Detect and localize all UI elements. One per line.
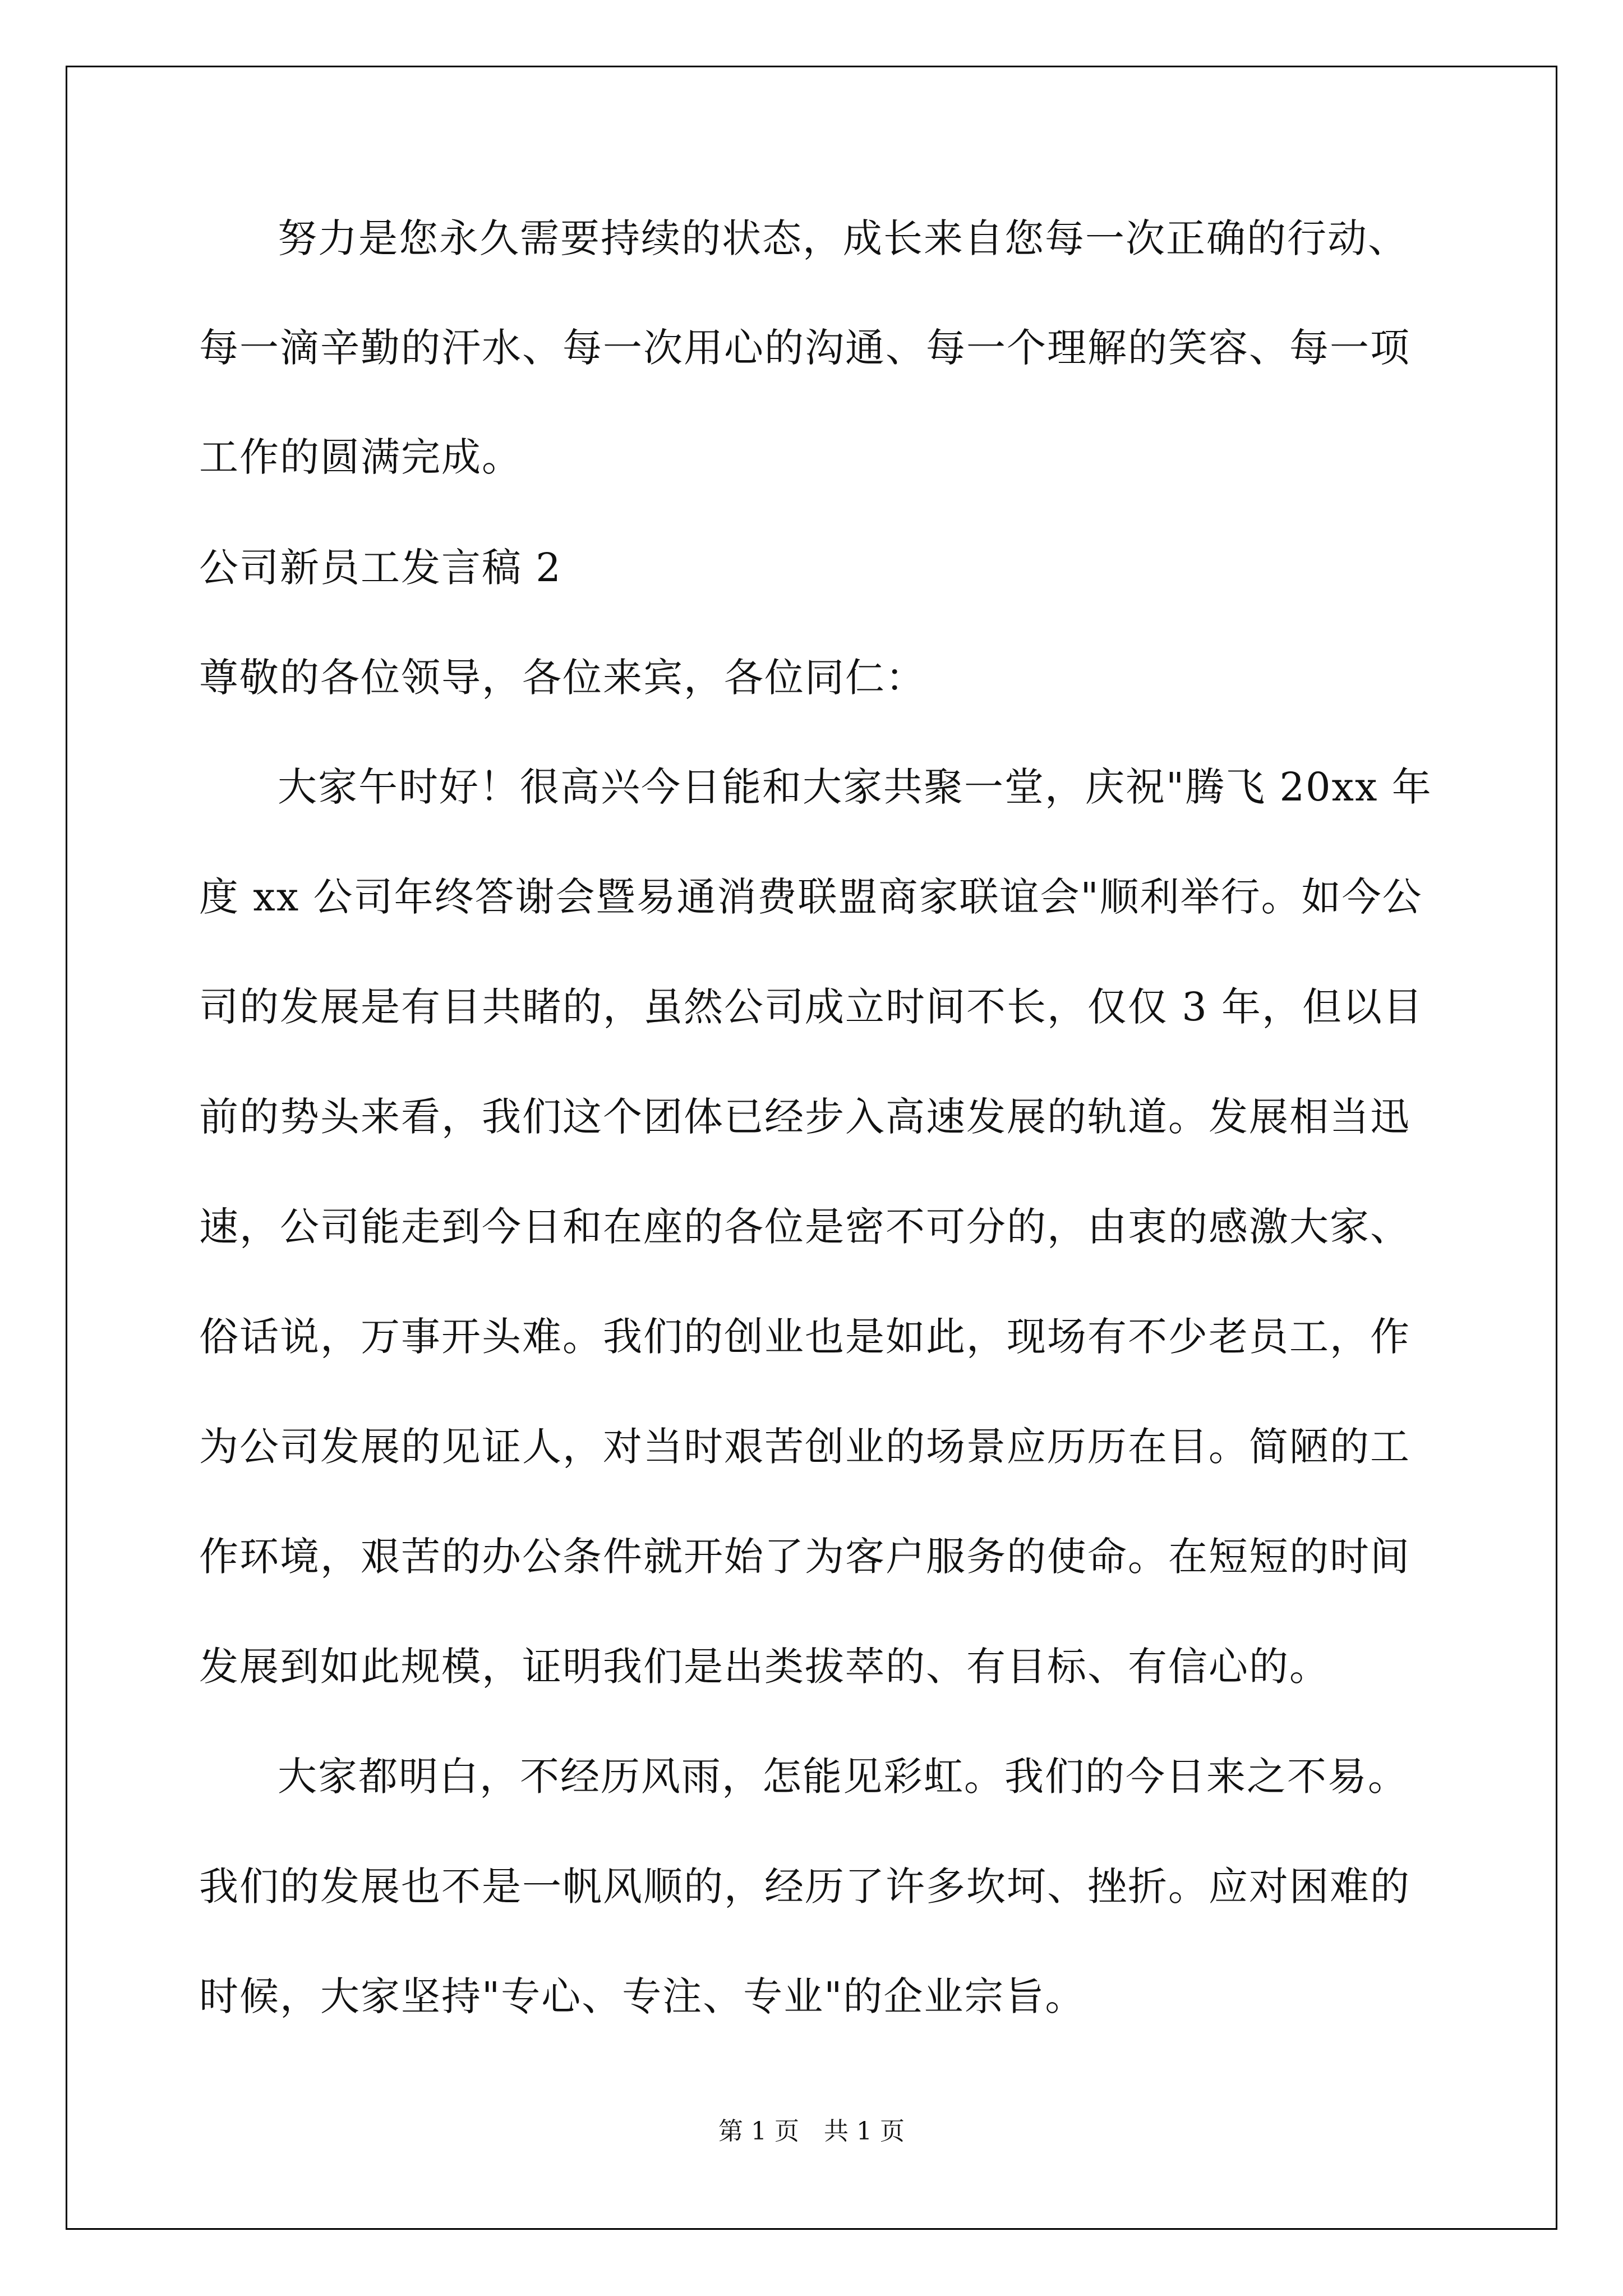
paragraph-2-line-2: 度 xx 公司年终答谢会暨易通消费联盟商家联谊会"顺利举行。如今公 xyxy=(199,874,1423,920)
paragraph-3-line-2: 我们的发展也不是一帆风顺的，经历了许多坎坷、挫折。应对困难的 xyxy=(199,1864,1410,1910)
paragraph-3-line-3: 时候，大家坚持"专心、专注、专业"的企业宗旨。 xyxy=(199,1973,1086,2019)
paragraph-2-line-4: 前的势头来看，我们这个团体已经步入高速发展的轨道。发展相当迅 xyxy=(199,1094,1410,1140)
paragraph-2-line-3: 司的发展是有目共睹的，虽然公司成立时间不长，仅仅 3 年，但以目 xyxy=(199,984,1424,1030)
paragraph-1-line-2: 每一滴辛勤的汗水、每一次用心的沟通、每一个理解的笑容、每一项 xyxy=(199,325,1410,371)
paragraph-2-line-9: 发展到如此规模，证明我们是出类拔萃的、有目标、有信心的。 xyxy=(199,1644,1330,1690)
paragraph-3-line-1: 大家都明白，不经历风雨，怎能见彩虹。我们的今日来之不易。 xyxy=(278,1754,1408,1800)
paragraph-2-line-7: 为公司发展的见证人，对当时艰苦创业的场景应历历在目。简陋的工 xyxy=(199,1424,1410,1470)
paragraph-2-line-8: 作环境，艰苦的办公条件就开始了为客户服务的使命。在短短的时间 xyxy=(199,1534,1410,1580)
paragraph-1-line-3: 工作的圆满完成。 xyxy=(199,434,522,480)
salutation: 尊敬的各位领导，各位来宾，各位同仁： xyxy=(199,655,926,701)
page-footer xyxy=(0,2115,1623,2148)
paragraph-2-line-6: 俗话说，万事开头难。我们的创业也是如此，现场有不少老员工，作 xyxy=(199,1314,1410,1360)
paragraph-2-line-1: 大家午时好！很高兴今日能和大家共聚一堂，庆祝"腾飞 20xx 年 xyxy=(278,764,1432,810)
page-number: 第 1 页 共 1 页 xyxy=(718,2117,905,2146)
document-heading: 公司新员工发言稿 2 xyxy=(199,545,562,591)
paragraph-1-line-1: 努力是您永久需要持续的状态，成长来自您每一次正确的行动、 xyxy=(278,215,1408,261)
paragraph-2-line-5: 速，公司能走到今日和在座的各位是密不可分的，由衷的感激大家、 xyxy=(199,1204,1410,1250)
